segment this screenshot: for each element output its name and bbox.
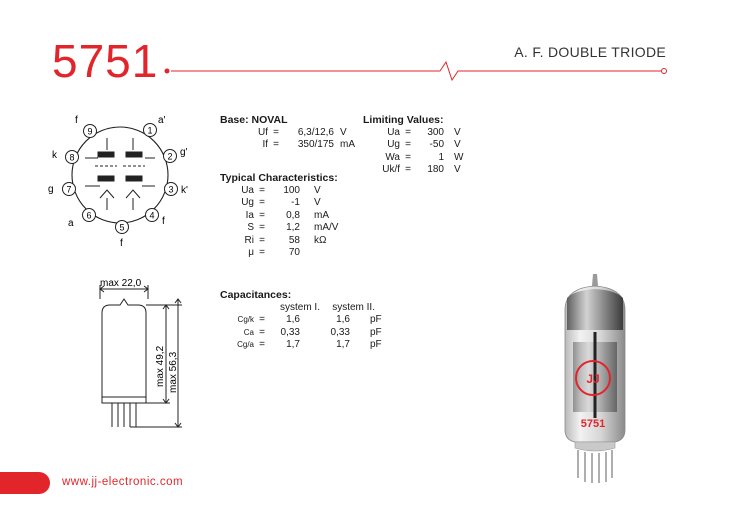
jj-logo-mark: JJ xyxy=(586,372,600,386)
equals: = xyxy=(273,139,279,150)
pin-1 xyxy=(144,124,157,137)
total-height-label: max 56,3 xyxy=(168,351,179,393)
divider-line xyxy=(171,62,661,80)
typical-heading: Typical Characteristics: xyxy=(220,172,338,184)
tube-base xyxy=(575,442,615,451)
limiting-heading: Limiting Values: xyxy=(363,114,444,126)
pin-9-label: f xyxy=(75,115,78,126)
tube-outline xyxy=(102,299,146,403)
width-label: max 22,0 xyxy=(100,278,142,289)
pin-5-label: f xyxy=(120,238,123,249)
equals: = xyxy=(273,126,279,138)
body-height-label: max 49,2 xyxy=(155,345,166,387)
base-row xyxy=(220,139,355,152)
limiting-values-section xyxy=(363,114,463,177)
svg-text:2: 2 xyxy=(167,151,173,162)
svg-text:6: 6 xyxy=(86,210,92,221)
footer-website-link[interactable]: www.jj-electronic.com xyxy=(62,476,184,488)
page-title: 5751 xyxy=(52,35,159,87)
capacitance-row: Cg/k = 1,6 1,6 pF xyxy=(237,314,382,325)
tube-type: A. F. DOUBLE TRIODE xyxy=(514,44,666,60)
limiting-row: Ug = -50 V xyxy=(387,139,461,150)
symbol: If xyxy=(262,139,268,150)
capacitances-header-row xyxy=(220,302,382,315)
limiting-row: Uk/f = 180 V xyxy=(382,164,461,175)
typical-characteristics-section xyxy=(220,172,338,260)
pin-6 xyxy=(83,209,96,222)
pin-4 xyxy=(146,209,159,222)
dimension-drawing xyxy=(90,275,200,440)
tube-print-label: 5751 xyxy=(580,418,606,430)
pin-7 xyxy=(63,183,76,196)
divider-end-dot xyxy=(662,69,667,74)
pin-3-label: k' xyxy=(181,185,188,196)
svg-text:1: 1 xyxy=(147,125,153,136)
pin-7-label: g xyxy=(48,184,54,195)
pin-2 xyxy=(164,150,177,163)
svg-text:7: 7 xyxy=(66,184,72,195)
pin-8-label: k xyxy=(52,150,57,161)
base-section xyxy=(220,114,355,152)
pin-2-label: g' xyxy=(180,147,188,158)
system-1-header: system I. xyxy=(279,301,320,313)
header-divider xyxy=(0,0,746,100)
pin-3 xyxy=(165,183,178,196)
svg-text:8: 8 xyxy=(69,152,75,163)
svg-text:3: 3 xyxy=(168,184,174,195)
symbol: Uf xyxy=(258,126,268,138)
value: 6,3/12,6 xyxy=(297,126,334,138)
tube-photo xyxy=(545,270,655,485)
getter-top xyxy=(567,289,623,330)
base-row xyxy=(220,127,355,140)
divider-start-dot xyxy=(165,69,170,74)
unit: mA xyxy=(340,139,355,150)
tube-tip xyxy=(592,274,598,286)
capacitances-heading: Capacitances: xyxy=(220,289,292,301)
typical-row: Ri = 58 kΩ xyxy=(244,234,327,246)
limiting-row: Ua = 300 V xyxy=(387,126,461,138)
pin-4-label: f xyxy=(162,216,165,227)
typical-row: Ua = 100 V xyxy=(241,184,321,196)
svg-text:5: 5 xyxy=(119,222,125,233)
unit: V xyxy=(340,126,347,138)
base-heading: Base: NOVAL xyxy=(220,114,288,126)
pin-1-label: a' xyxy=(158,115,166,126)
capacitance-row: Cg/a = 1,7 1,7 pF xyxy=(237,339,382,350)
pin-8 xyxy=(66,151,79,164)
pin-5 xyxy=(116,221,129,234)
footer-accent-bar xyxy=(0,472,50,494)
triode-schematic xyxy=(85,138,155,210)
capacitance-row: Ca = 0,33 0,33 pF xyxy=(243,326,382,338)
svg-text:4: 4 xyxy=(149,210,155,221)
typical-row: μ = 70 xyxy=(248,247,300,258)
typical-row: Ug = -1 V xyxy=(241,197,321,208)
svg-text:9: 9 xyxy=(87,126,93,137)
pin-6-label: a xyxy=(68,218,74,229)
pin-diagram xyxy=(45,110,205,250)
tube-pins xyxy=(578,450,612,483)
pin-9 xyxy=(84,125,97,138)
typical-row: Ia = 0,8 mA xyxy=(245,209,329,221)
system-2-header: system II. xyxy=(332,301,375,313)
capacitances-section xyxy=(220,289,382,352)
value: 350/175 xyxy=(297,139,334,150)
typical-row: S = 1,2 mA/V xyxy=(247,222,339,233)
limiting-row: Wa = 1 W xyxy=(385,151,464,163)
